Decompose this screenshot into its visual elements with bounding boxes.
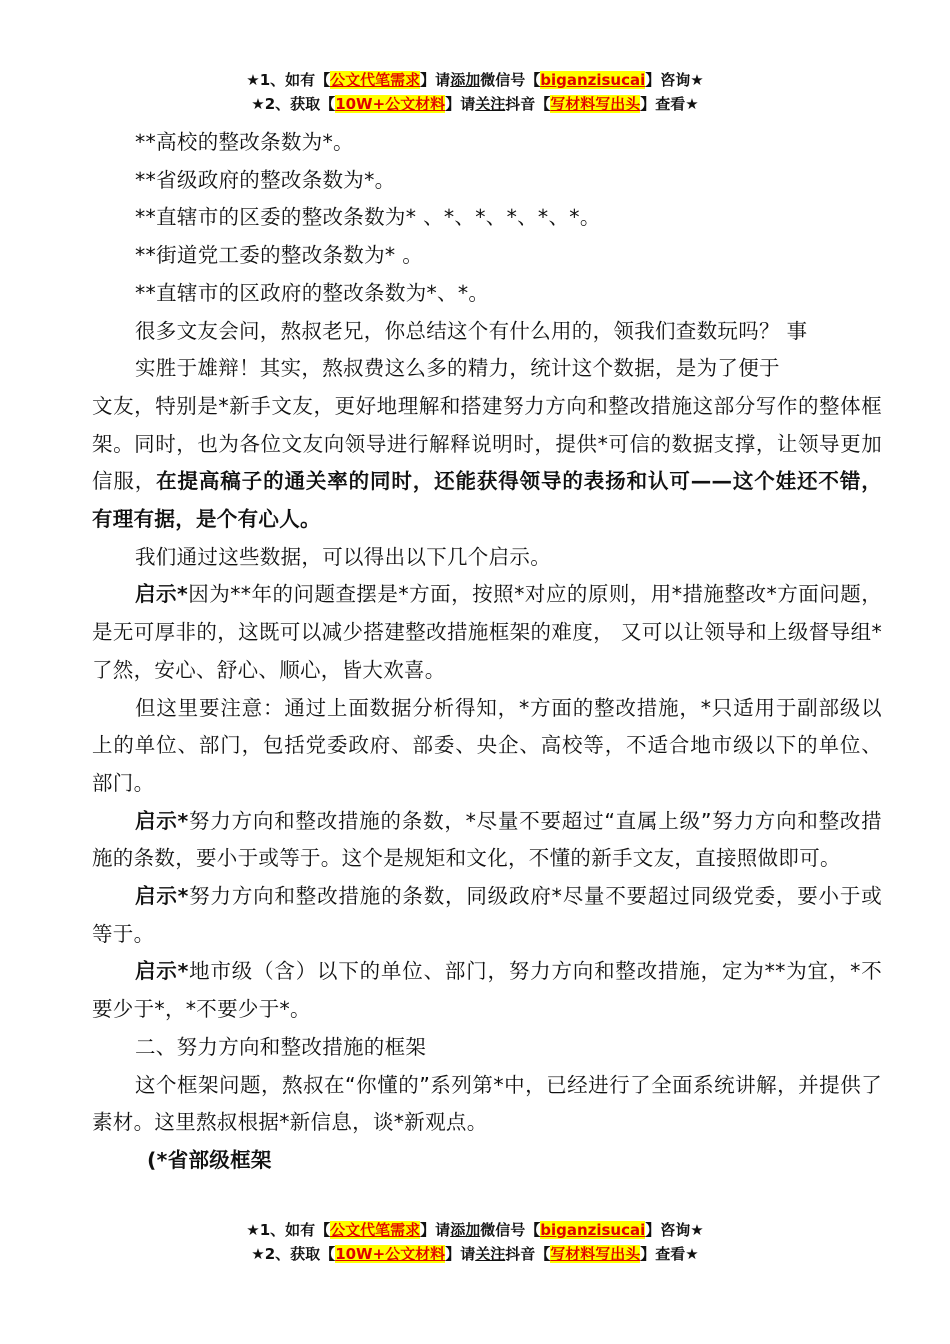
banner-highlight-materials: 10W+公文材料 bbox=[335, 1245, 446, 1263]
paragraph: **省级政府的整改条数为*。 bbox=[135, 167, 396, 192]
paragraph: **街道党工委的整改条数为* 。 bbox=[135, 243, 424, 268]
banner-text: ★1、如有【 bbox=[246, 71, 331, 89]
top-ad-banner bbox=[0, 68, 950, 116]
section-heading: 二、努力方向和整改措施的框架 bbox=[135, 1034, 427, 1059]
banner-highlight-douyin: 写材料写出头 bbox=[550, 95, 641, 113]
paragraph-text: 文友，特别是*新手文友，更好地理解和搭建努力方向和整改措施这部分写作的整体框架。同时，也为各位文友向领导进行解释说明时，提供*可信的数据支撑，让领导更加信服， bbox=[92, 393, 882, 494]
paragraph-text: 努力方向和整改措施的条数，同级政府*尽量不要超过同级党委，要小于或等于。 bbox=[92, 884, 882, 946]
banner-text: 抖音【 bbox=[505, 95, 551, 113]
banner-text: ★2、获取【 bbox=[251, 1245, 336, 1263]
banner-text: 】咨询★ bbox=[645, 1221, 704, 1239]
paragraph: 这个框架问题，熬叔在“你懂的”系列第*中，已经进行了全面系统讲解，并提供了素材。这里熬叔根据*新信息，谈*新观点。 bbox=[92, 1072, 882, 1135]
banner-underline-add: 添加 bbox=[450, 1221, 481, 1239]
paragraph-line: 实胜于雄辩！其实，熬叔费这么多的精力，统计这个数据，是为了便于 bbox=[135, 356, 780, 381]
paragraph-text: 地市级（含）以下的单位、部门，努力方向和整改措施，定为**为宜，*不要少于*，*不要少于*。 bbox=[92, 959, 883, 1022]
banner-text: 】请 bbox=[420, 71, 451, 89]
banner-highlight-douyin: 写材料写出头 bbox=[550, 1245, 641, 1263]
paragraph: **直辖市的区委的整改条数为* 、*、*、*、*、*。 bbox=[135, 205, 601, 230]
banner-text: 】查看★ bbox=[640, 95, 699, 113]
banner-highlight-materials: 10W+公文材料 bbox=[335, 95, 446, 113]
banner-underline-follow: 关注 bbox=[475, 1245, 506, 1263]
paragraph: **直辖市的区政府的整改条数为*、*。 bbox=[135, 280, 490, 305]
banner-text: 微信号【 bbox=[480, 71, 541, 89]
banner-highlight-service: 公文代笔需求 bbox=[330, 1221, 421, 1239]
banner-line-2 bbox=[0, 1242, 950, 1266]
paragraph bbox=[92, 388, 882, 539]
banner-text: 】请 bbox=[445, 95, 476, 113]
banner-line-1 bbox=[0, 68, 950, 92]
banner-highlight-wechat: biganzisucai bbox=[540, 71, 646, 89]
paragraph: 我们通过这些数据，可以得出以下几个启示。 bbox=[135, 544, 551, 569]
paragraph: 但这里要注意：通过上面数据分析得知，*方面的整改措施，*只适用于副部级以上的单位、部门，包括党委政府、部委、央企、高校等，不适合地市级以下的单位、部门。 bbox=[92, 695, 882, 795]
banner-text: 】查看★ bbox=[640, 1245, 699, 1263]
banner-text: 】咨询★ bbox=[645, 71, 704, 89]
banner-text: 】请 bbox=[420, 1221, 451, 1239]
paragraph: **高校的整改条数为*。 bbox=[135, 130, 354, 154]
insight-label: 启示* bbox=[135, 808, 189, 833]
paragraph bbox=[92, 878, 882, 953]
banner-underline-add: 添加 bbox=[450, 71, 481, 89]
banner-text: 抖音【 bbox=[505, 1245, 551, 1263]
paragraph bbox=[92, 953, 882, 1028]
banner-line-2 bbox=[0, 92, 950, 116]
banner-text: 微信号【 bbox=[480, 1221, 541, 1239]
paragraph-text: 因为**年的问题查摆是*方面，按照*对应的原则，用*措施整改*方面问题，是无可厚非的，这既可以减少搭建整改措施框架的难度， 又可以让领导和上级督导组*了然，安心、舒心、顺心，皆大欢喜。 bbox=[92, 582, 882, 682]
banner-text: ★1、如有【 bbox=[246, 1221, 331, 1239]
paragraph bbox=[92, 803, 882, 878]
paragraph-bold-text: 在提高稿子的通关率的同时，还能获得领导的表扬和认可——这个娃还不错，有理有据，是个有心人。 bbox=[92, 469, 882, 532]
insight-label: 启示* bbox=[135, 959, 189, 984]
paragraph-line: 很多文友会问，熬叔老兄，你总结这个有什么用的，领我们查数玩吗？ 事 bbox=[135, 318, 808, 343]
banner-line-1 bbox=[0, 1218, 950, 1242]
insight-label: 启示* bbox=[135, 884, 189, 909]
insight-label: 启示* bbox=[135, 582, 189, 607]
banner-text: ★2、获取【 bbox=[251, 95, 336, 113]
banner-highlight-wechat: biganzisucai bbox=[540, 1221, 646, 1239]
banner-text: 】请 bbox=[445, 1245, 476, 1263]
document-body bbox=[92, 124, 882, 1180]
subsection-heading: (*省部级框架 bbox=[147, 1147, 272, 1172]
paragraph-text: 努力方向和整改措施的条数，*尽量不要超过“直属上级”努力方向和整改措施的条数，要小于或等于。这个是规矩和文化，不懂的新手文友，直接照做即可。 bbox=[92, 808, 882, 871]
bottom-ad-banner bbox=[0, 1218, 950, 1266]
banner-highlight-service: 公文代笔需求 bbox=[330, 71, 421, 89]
paragraph bbox=[92, 576, 882, 689]
banner-underline-follow: 关注 bbox=[475, 95, 506, 113]
